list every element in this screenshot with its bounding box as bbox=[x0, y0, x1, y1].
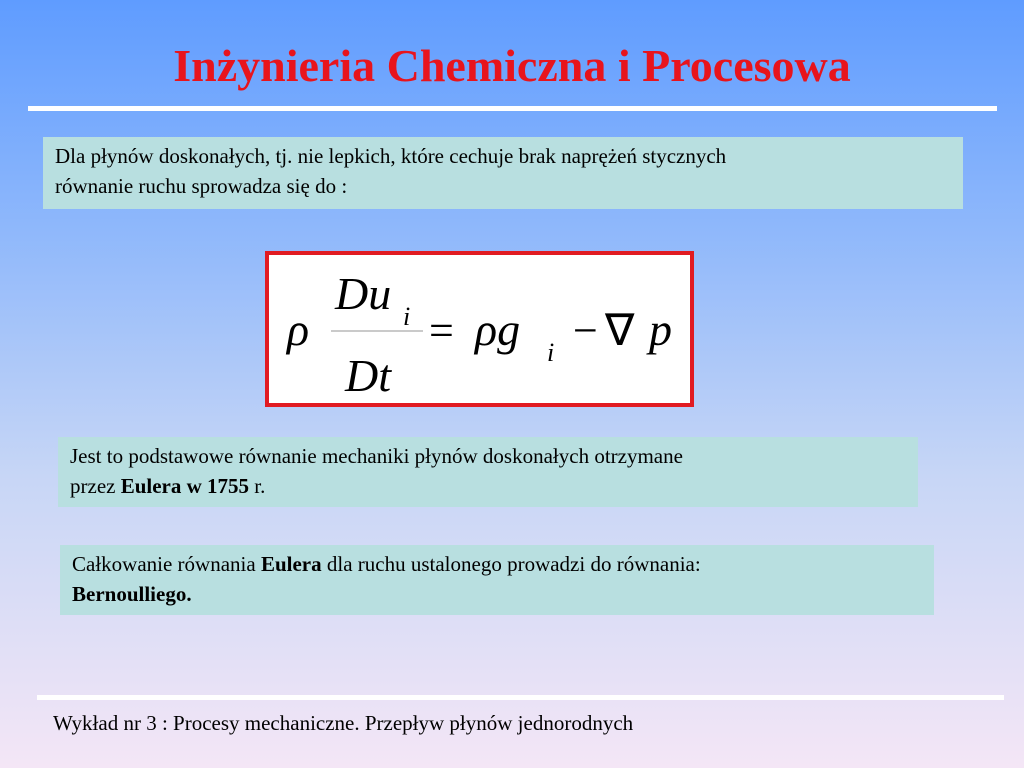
bernoulli-line-1-prefix: Całkowanie równania bbox=[72, 552, 261, 576]
euler-equation-frame bbox=[265, 251, 694, 407]
title-divider bbox=[28, 106, 997, 111]
equals-sign: = bbox=[429, 306, 454, 355]
bernoulliego-bold: Bernoulliego. bbox=[72, 582, 192, 606]
intro-textbox bbox=[43, 137, 963, 209]
denominator-dt: Dt bbox=[345, 350, 391, 401]
lecture-footer: Wykład nr 3 : Procesy mechaniczne. Przepływ płynów jednorodnych bbox=[53, 711, 634, 735]
numerator-du: Du bbox=[335, 268, 392, 319]
minus-sign: − bbox=[573, 306, 598, 355]
g-subscript-i: i bbox=[547, 338, 555, 367]
euler-line-2-suffix: r. bbox=[249, 474, 266, 498]
slide-title: Inżynieria Chemiczna i Procesowa bbox=[173, 40, 851, 91]
euler-description-textbox bbox=[58, 437, 918, 507]
footer-divider bbox=[37, 695, 1004, 700]
euler-1755-bold: Eulera w 1755 bbox=[120, 474, 250, 498]
bernoulli-line-1 bbox=[72, 549, 924, 579]
intro-line-2: równanie ruchu sprowadza się do : bbox=[55, 174, 348, 198]
bernoulli-line-1-suffix: dla ruchu ustalonego prowadzi do równania: bbox=[321, 552, 701, 576]
euler-equation bbox=[269, 255, 690, 403]
euler-line-2 bbox=[70, 471, 908, 501]
bernoulli-line-2 bbox=[72, 579, 924, 609]
pressure-p: p bbox=[649, 304, 672, 355]
bernoulli-textbox bbox=[60, 545, 934, 615]
euler-line-1: Jest to podstawowe równanie mechaniki płynów doskonałych otrzymane bbox=[70, 444, 683, 468]
rho-left-symbol: ρ bbox=[287, 304, 310, 355]
intro-line-1: Dla płynów doskonałych, tj. nie lepkich, które cechuje brak naprężeń stycznych bbox=[55, 144, 727, 168]
eulera-bold: Eulera bbox=[260, 552, 322, 576]
numerator-subscript-i: i bbox=[403, 302, 411, 331]
rho-g-term: ρg bbox=[475, 304, 521, 355]
nabla-symbol: ∇ bbox=[605, 306, 635, 355]
euler-line-2-prefix: przez bbox=[70, 474, 121, 498]
